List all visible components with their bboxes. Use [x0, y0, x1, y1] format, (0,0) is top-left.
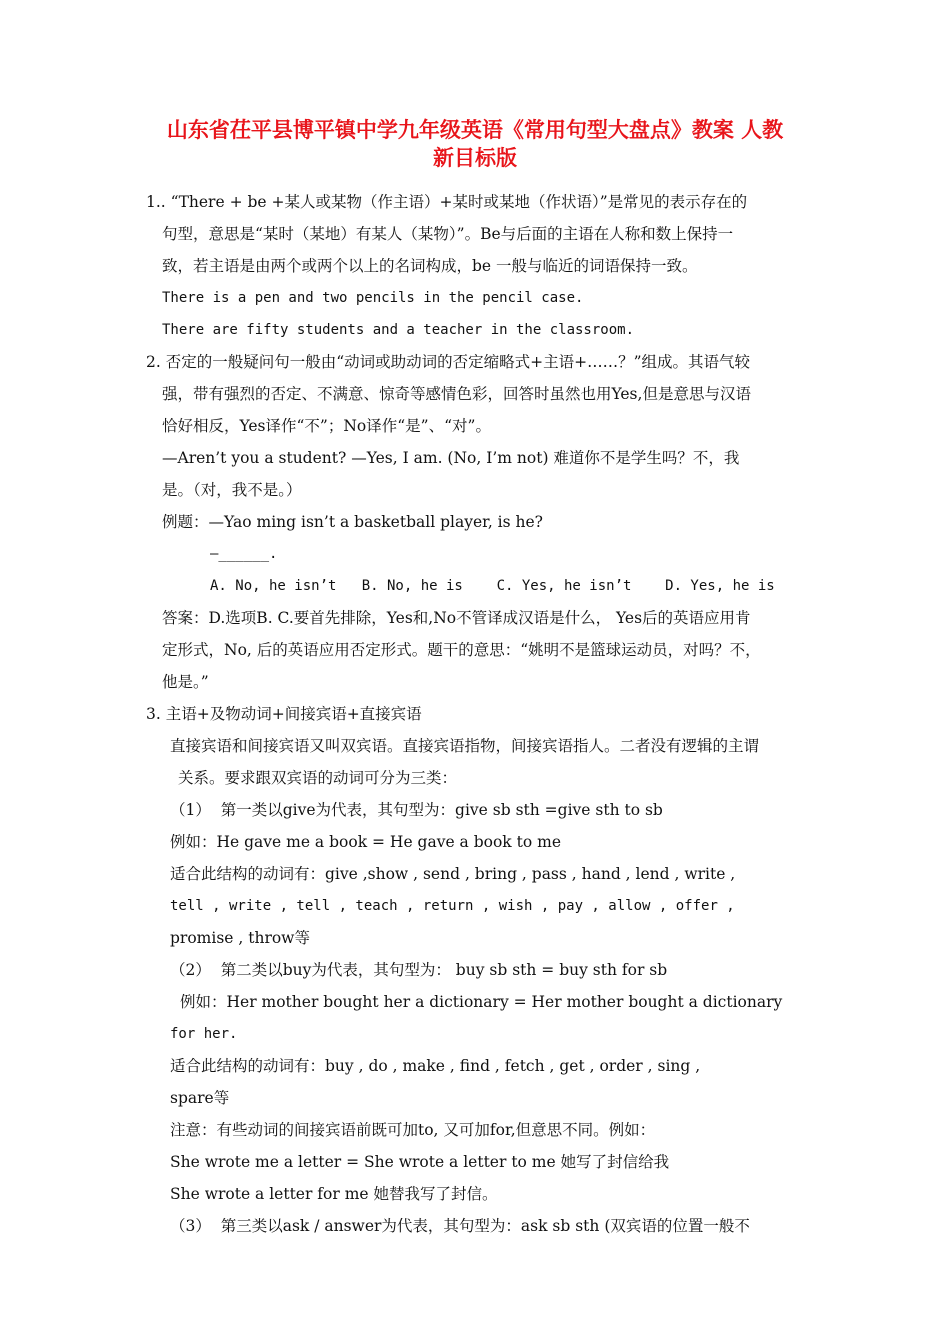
title-line-2: 新目标版 [433, 146, 517, 170]
paragraph-line: 强，带有强烈的否定、不满意、惊奇等感情色彩，回答时虽然也用Yes,但是意思与汉语 [162, 385, 751, 403]
paragraph-line: 适合此结构的动词有：buy , do , make , find , fetch , get , order , sing , [170, 1057, 701, 1075]
answer-options: A. No, he isn’t B. No, he is C. Yes, he isn’t D. Yes, he is [210, 578, 775, 594]
paragraph-line: 直接宾语和间接宾语又叫双宾语。直接宾语指物，间接宾语指人。二者没有逻辑的主谓 [170, 737, 760, 755]
paragraph-line: 1.. “There + be +某人或某物（作主语）+某时或某地（作状语）”是常见的表示存在的 [146, 193, 748, 211]
paragraph-line: 答案：D.选项B. C.要首先排除，Yes和,No不管译成汉语是什么， Yes后的英语应用肯 [162, 609, 751, 627]
example-question: 例题：—Yao ming isn’t a basketball player, is he? [162, 513, 543, 531]
paragraph-line: 2. 否定的一般疑问句一般由“动词或助动词的否定缩略式+主语+……？”组成。其语气较 [146, 353, 751, 371]
paragraph-line: 适合此结构的动词有：give ,show , send , bring , pass , hand , lend , write , [170, 865, 736, 883]
paragraph-line: promise , throw等 [170, 929, 310, 947]
paragraph-line: （3） 第三类以ask / answer为代表，其句型为：ask sb sth (双宾语的位置一般不 [170, 1217, 750, 1235]
answer-blank: —______. [210, 546, 278, 562]
paragraph-line: 恰好相反，Yes译作“不”；No译作“是”、“对”。 [162, 417, 491, 435]
paragraph-line: 例如：He gave me a book = He gave a book to me [170, 833, 561, 851]
paragraph-line: 注意：有些动词的间接宾语前既可加to, 又可加for,但意思不同。例如： [170, 1121, 656, 1139]
paragraph-line: 关系。要求跟双宾语的动词可分为三类： [178, 769, 458, 787]
paragraph-line: She wrote a letter for me 她替我写了封信。 [170, 1185, 498, 1203]
paragraph-line: 句型，意思是“某时（某地）有某人（某物）”。Be与后面的主语在人称和数上保持一 [162, 225, 734, 243]
paragraph-line: 定形式，No, 后的英语应用否定形式。题干的意思：“姚明不是篮球运动员，对吗？不， [162, 641, 761, 659]
paragraph-line: 致，若主语是由两个或两个以上的名词构成，be 一般与临近的词语保持一致。 [162, 257, 698, 275]
document-title [100, 116, 850, 172]
paragraph-line: She wrote me a letter = She wrote a letter to me 她写了封信给我 [170, 1153, 670, 1171]
paragraph-line: tell , write , tell , teach , return , wish , pay , allow , offer , [170, 898, 735, 914]
title-line-1: 山东省茌平县博平镇中学九年级英语《常用句型大盘点》教案 人教 [166, 118, 784, 142]
paragraph-line: （1） 第一类以give为代表，其句型为：give sb sth =give sth to sb [170, 801, 663, 819]
paragraph-line: （2） 第二类以buy为代表，其句型为： buy sb sth = buy sth for sb [170, 961, 668, 979]
example-sentence: There are fifty students and a teacher in the classroom. [162, 322, 635, 338]
paragraph-line: for her. [170, 1026, 238, 1042]
paragraph-line: 例如：Her mother bought her a dictionary = Her mother bought a dictionary [180, 993, 783, 1011]
example-sentence: There is a pen and two pencils in the pencil case. [162, 290, 584, 306]
paragraph-line: —Aren’t you a student? —Yes, I am. (No, I’m not) 难道你不是学生吗？不，我 [162, 449, 740, 467]
section-heading: 3. 主语+及物动词+间接宾语+直接宾语 [146, 705, 422, 723]
paragraph-line: 是。（对，我不是。） [162, 481, 302, 499]
paragraph-line: 他是。” [162, 673, 209, 691]
paragraph-line: spare等 [170, 1089, 230, 1107]
